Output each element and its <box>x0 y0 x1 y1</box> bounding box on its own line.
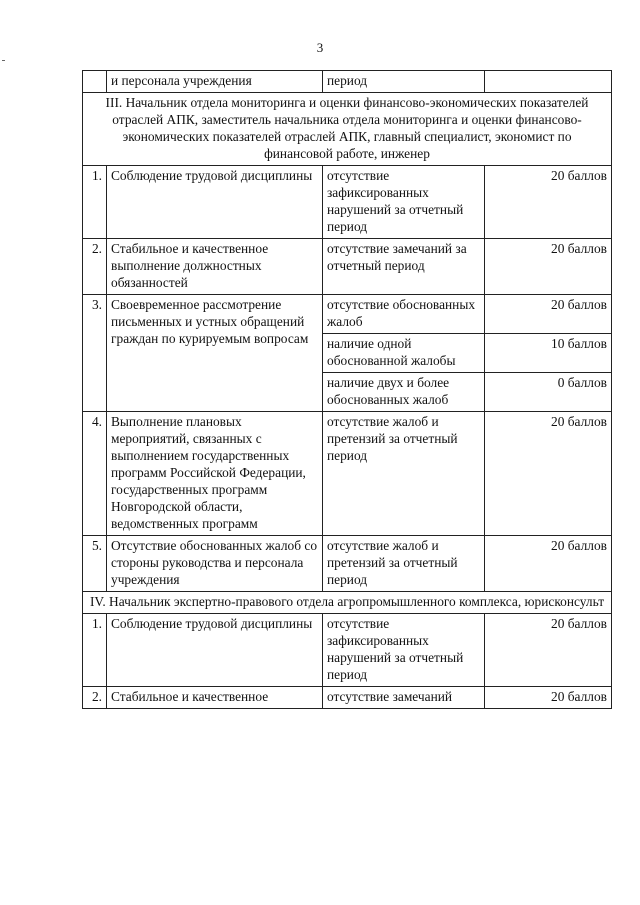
criterion-name: Соблюдение трудовой дисциплины <box>107 166 323 239</box>
condition-text: отсутствие замечаний <box>323 687 485 709</box>
section-heading-row <box>83 93 612 166</box>
score-value: 20 баллов <box>485 295 612 334</box>
criteria-table <box>82 70 612 709</box>
page-number: 3 <box>316 40 324 55</box>
condition-text: наличие одной обоснованной жалобы <box>323 334 485 373</box>
condition-text: отсутствие замечаний за отчетный период <box>323 239 485 295</box>
row-number: 1. <box>83 166 107 239</box>
criterion-name: Своевременное рассмотрение письменных и устных обращений граждан по курируемым вопросам <box>107 295 323 412</box>
row-number <box>83 71 107 93</box>
criterion-name: и персонала учреждения <box>107 71 323 93</box>
table-row <box>83 536 612 592</box>
score-value: 20 баллов <box>485 614 612 687</box>
condition-text: отсутствие обоснованных жалоб <box>323 295 485 334</box>
score-value <box>485 71 612 93</box>
score-value: 20 баллов <box>485 166 612 239</box>
condition-text: отсутствие жалоб и претензий за отчетный период <box>323 536 485 592</box>
table-row <box>83 412 612 536</box>
criterion-name: Стабильное и качественное <box>107 687 323 709</box>
score-value: 20 баллов <box>485 536 612 592</box>
criterion-name: Стабильное и качественное выполнение должностных обязанностей <box>107 239 323 295</box>
table-row <box>83 614 612 687</box>
condition-text: отсутствие жалоб и претензий за отчетный период <box>323 412 485 536</box>
condition-text: отсутствие зафиксированных нарушений за отчетный период <box>323 166 485 239</box>
score-value: 0 баллов <box>485 373 612 412</box>
row-number: 2. <box>83 687 107 709</box>
criterion-name: Отсутствие обоснованных жалоб со стороны руководства и персонала учреждения <box>107 536 323 592</box>
table-row <box>83 687 612 709</box>
row-number: 3. <box>83 295 107 412</box>
margin-mark <box>2 60 5 61</box>
condition-text: наличие двух и более обоснованных жалоб <box>323 373 485 412</box>
row-number: 5. <box>83 536 107 592</box>
table-row <box>83 166 612 239</box>
score-value: 10 баллов <box>485 334 612 373</box>
table-row <box>83 295 612 334</box>
criterion-name: Выполнение плановых мероприятий, связанных с выполнением государственных программ Российской Федерации, государственных программ Новгородской области, ведомственных программ <box>107 412 323 536</box>
criterion-name: Соблюдение трудовой дисциплины <box>107 614 323 687</box>
row-number: 4. <box>83 412 107 536</box>
section-heading: III. Начальник отдела мониторинга и оценки финансово-экономических показателей отраслей АПК, заместитель начальника отдела мониторинга и оценки финансово-экономических показателей отраслей АПК, главный специалист, экономист по финансовой работе, инженер <box>83 93 612 166</box>
condition-text: отсутствие зафиксированных нарушений за отчетный период <box>323 614 485 687</box>
condition-text: период <box>323 71 485 93</box>
section-heading: IV. Начальник экспертно-правового отдела агропромышленного комплекса, юрисконсульт <box>83 592 612 614</box>
score-value: 20 баллов <box>485 239 612 295</box>
table-row-continued <box>83 71 612 93</box>
score-value: 20 баллов <box>485 412 612 536</box>
row-number: 1. <box>83 614 107 687</box>
score-value: 20 баллов <box>485 687 612 709</box>
table-row <box>83 239 612 295</box>
row-number: 2. <box>83 239 107 295</box>
section-heading-row <box>83 592 612 614</box>
